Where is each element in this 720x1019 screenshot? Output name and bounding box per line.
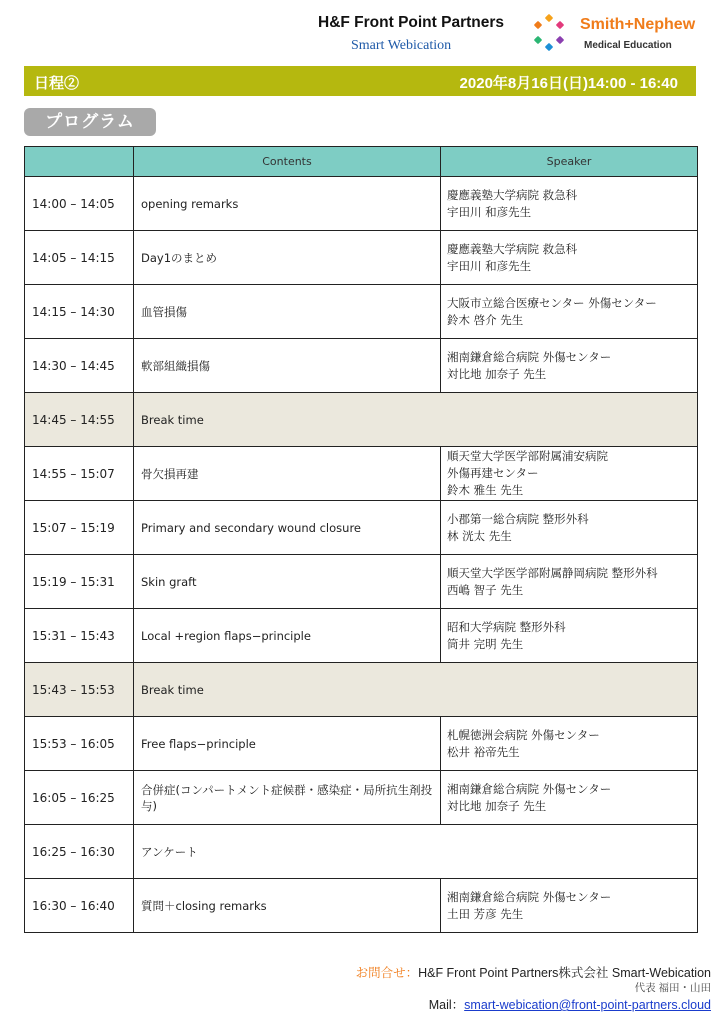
time-cell: 15:31 – 15:43 xyxy=(25,609,134,663)
speaker-cell: 慶應義塾大学病院 救急科 宇田川 和彦先生 xyxy=(441,177,698,231)
footer-representatives: 代表 福田・山田 xyxy=(634,982,711,994)
time-cell: 14:45 – 14:55 xyxy=(25,393,134,447)
table-row xyxy=(25,609,698,663)
program-section-tag: プログラム xyxy=(24,108,156,136)
content-cell: 質問＋closing remarks xyxy=(134,879,441,933)
page-header xyxy=(0,10,720,62)
time-cell: 15:19 – 15:31 xyxy=(25,555,134,609)
break-row xyxy=(25,663,698,717)
time-cell: 14:55 – 15:07 xyxy=(25,447,134,501)
break-row xyxy=(25,393,698,447)
partner-subtitle: Medical Education xyxy=(584,40,672,51)
time-cell: 16:05 – 16:25 xyxy=(25,771,134,825)
schedule-banner xyxy=(24,66,696,96)
mail-link[interactable]: smart-webication@front-point-partners.cloud xyxy=(464,998,711,1012)
footer-inquiry xyxy=(0,963,711,981)
table-header-row xyxy=(25,147,698,177)
mail-label: Mail： xyxy=(428,998,465,1012)
speaker-cell: 順天堂大学医学部附属静岡病院 整形外科 西嶋 智子 先生 xyxy=(441,555,698,609)
organizer-subtitle: Smart Webication xyxy=(351,38,452,53)
content-cell: Primary and secondary wound closure xyxy=(134,501,441,555)
smith-nephew-logo-icon xyxy=(529,13,569,55)
footer-mail xyxy=(0,995,711,1013)
table-row xyxy=(25,177,698,231)
speaker-cell: 昭和大学病院 整形外科 筒井 完明 先生 xyxy=(441,609,698,663)
time-cell: 15:07 – 15:19 xyxy=(25,501,134,555)
table-row xyxy=(25,555,698,609)
table-row xyxy=(25,501,698,555)
time-column-header xyxy=(25,147,134,177)
date-label: 2020年8月16日(日)14:00 - 16:40 xyxy=(459,75,678,92)
time-cell: 16:25 – 16:30 xyxy=(25,825,134,879)
inquiry-label: お問合せ： xyxy=(355,966,419,980)
time-cell: 14:15 – 14:30 xyxy=(25,285,134,339)
program-table xyxy=(24,146,698,933)
speaker-cell: 湘南鎌倉総合病院 外傷センター 土田 芳彦 先生 xyxy=(441,879,698,933)
speaker-cell: 順天堂大学医学部附属浦安病院 外傷再建センター 鈴木 雅生 先生 xyxy=(441,447,698,501)
time-cell: 14:00 – 14:05 xyxy=(25,177,134,231)
speaker-cell: 大阪市立総合医療センター 外傷センター 鈴木 啓介 先生 xyxy=(441,285,698,339)
time-cell: 14:05 – 14:15 xyxy=(25,231,134,285)
time-cell: 15:53 – 16:05 xyxy=(25,717,134,771)
content-cell: アンケート xyxy=(134,825,698,879)
speaker-cell: 札幌徳洲会病院 外傷センター 松井 裕帝先生 xyxy=(441,717,698,771)
content-cell: Day1のまとめ xyxy=(134,231,441,285)
content-cell: 合併症(コンパートメント症候群・感染症・局所抗生剤投与) xyxy=(134,771,441,825)
table-row xyxy=(25,717,698,771)
day-label: 日程② xyxy=(34,75,80,92)
content-cell: Free flaps−principle xyxy=(134,717,441,771)
table-row xyxy=(25,231,698,285)
content-cell: 血管損傷 xyxy=(134,285,441,339)
table-row xyxy=(25,825,698,879)
speaker-cell: 湘南鎌倉総合病院 外傷センター 対比地 加奈子 先生 xyxy=(441,339,698,393)
content-cell: 軟部組織損傷 xyxy=(134,339,441,393)
speaker-cell: 湘南鎌倉総合病院 外傷センター 対比地 加奈子 先生 xyxy=(441,771,698,825)
time-cell: 16:30 – 16:40 xyxy=(25,879,134,933)
table-row xyxy=(25,879,698,933)
table-row xyxy=(25,447,698,501)
table-row xyxy=(25,771,698,825)
speaker-column-header: Speaker xyxy=(441,147,698,177)
speaker-cell: 慶應義塾大学病院 救急科 宇田川 和彦先生 xyxy=(441,231,698,285)
table-row xyxy=(25,285,698,339)
content-cell: 骨欠損再建 xyxy=(134,447,441,501)
content-cell: Break time xyxy=(134,393,698,447)
organizer-title: H&F Front Point Partners xyxy=(318,14,505,31)
contents-column-header: Contents xyxy=(134,147,441,177)
content-cell: Skin graft xyxy=(134,555,441,609)
table-row xyxy=(25,339,698,393)
content-cell: Break time xyxy=(134,663,698,717)
content-cell: Local +region flaps−principle xyxy=(134,609,441,663)
partner-title: Smith+Nephew xyxy=(580,16,696,33)
content-cell: opening remarks xyxy=(134,177,441,231)
time-cell: 14:30 – 14:45 xyxy=(25,339,134,393)
company-name: H&F Front Point Partners株式会社 Smart-Webication xyxy=(418,966,711,980)
time-cell: 15:43 – 15:53 xyxy=(25,663,134,717)
speaker-cell: 小郡第一総合病院 整形外科 林 洸太 先生 xyxy=(441,501,698,555)
